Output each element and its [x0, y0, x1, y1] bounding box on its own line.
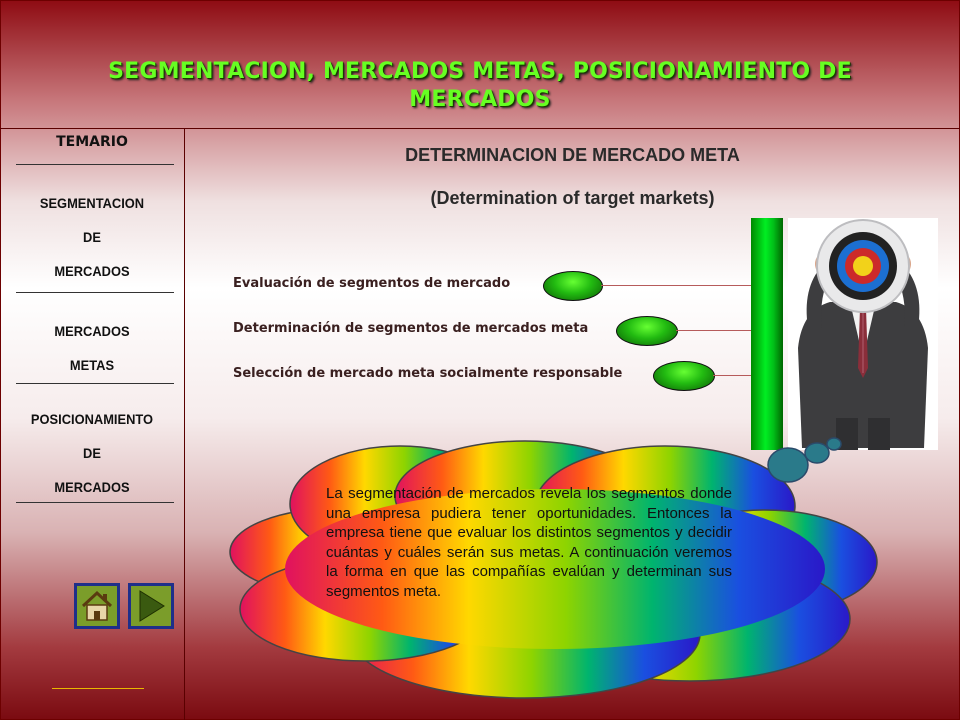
sidebar-divider [184, 128, 185, 720]
sidebar-heading: TEMARIO [56, 134, 128, 150]
cloud-description: La segmentación de mercados revela los segmentos donde una empresa pudiera tener oportunidades. Entonces la empresa tiene que evaluar los distintos segmentos y decidir cuántas y cuáles serán sus metas. A continuación veremos la forma en que las compañías evalúan y determinan sus segmentos meta. [326, 485, 732, 600]
bullet-button[interactable] [653, 361, 715, 391]
sidebar-item-label: MERCADOS [54, 263, 130, 279]
sidebar-separator [16, 383, 174, 384]
green-vertical-bar [751, 218, 783, 450]
sidebar-separator [16, 502, 174, 503]
home-icon [77, 586, 117, 626]
section-heading: DETERMINACION DE MERCADO META [405, 145, 740, 165]
sidebar-item-label: METAS [69, 357, 115, 373]
connector-line [713, 375, 751, 376]
list-item: Determinación de segmentos de mercados meta [233, 321, 589, 336]
sidebar-item-label: DE [83, 445, 101, 461]
sidebar [0, 128, 184, 720]
list-item: Selección de mercado meta socialmente responsable [233, 366, 623, 381]
title-area [0, 0, 960, 128]
connector-line [601, 285, 751, 286]
bullet-button[interactable] [543, 271, 603, 301]
businessman-target-image [788, 218, 938, 450]
businessman-holding-target-icon [788, 218, 938, 450]
sidebar-item-label: POSICIONAMIENTO [30, 411, 154, 427]
next-button[interactable] [128, 583, 174, 629]
sidebar-item-posicionamiento[interactable] [0, 402, 184, 504]
sidebar-separator [16, 164, 174, 165]
connector-line [676, 330, 751, 331]
home-button[interactable] [74, 583, 120, 629]
next-arrow-icon [131, 586, 171, 626]
sidebar-separator [16, 292, 174, 293]
sidebar-item-label: MERCADOS [54, 323, 130, 339]
footer-underline [52, 688, 144, 689]
list-item: Evaluación de segmentos de mercado [233, 276, 511, 291]
sidebar-item-label: DE [83, 229, 101, 245]
sidebar-item-mercados-metas[interactable] [0, 314, 184, 382]
bullet-button[interactable] [616, 316, 678, 346]
sidebar-item-label: SEGMENTACION [39, 195, 145, 211]
sidebar-item-label: MERCADOS [54, 479, 130, 495]
slide-title: SEGMENTACION, MERCADOS METAS, POSICIONAMIENTO DE MERCADOS [108, 59, 852, 112]
sidebar-item-segmentacion[interactable] [0, 186, 184, 288]
section-subheading: (Determination of target markets) [430, 188, 715, 208]
